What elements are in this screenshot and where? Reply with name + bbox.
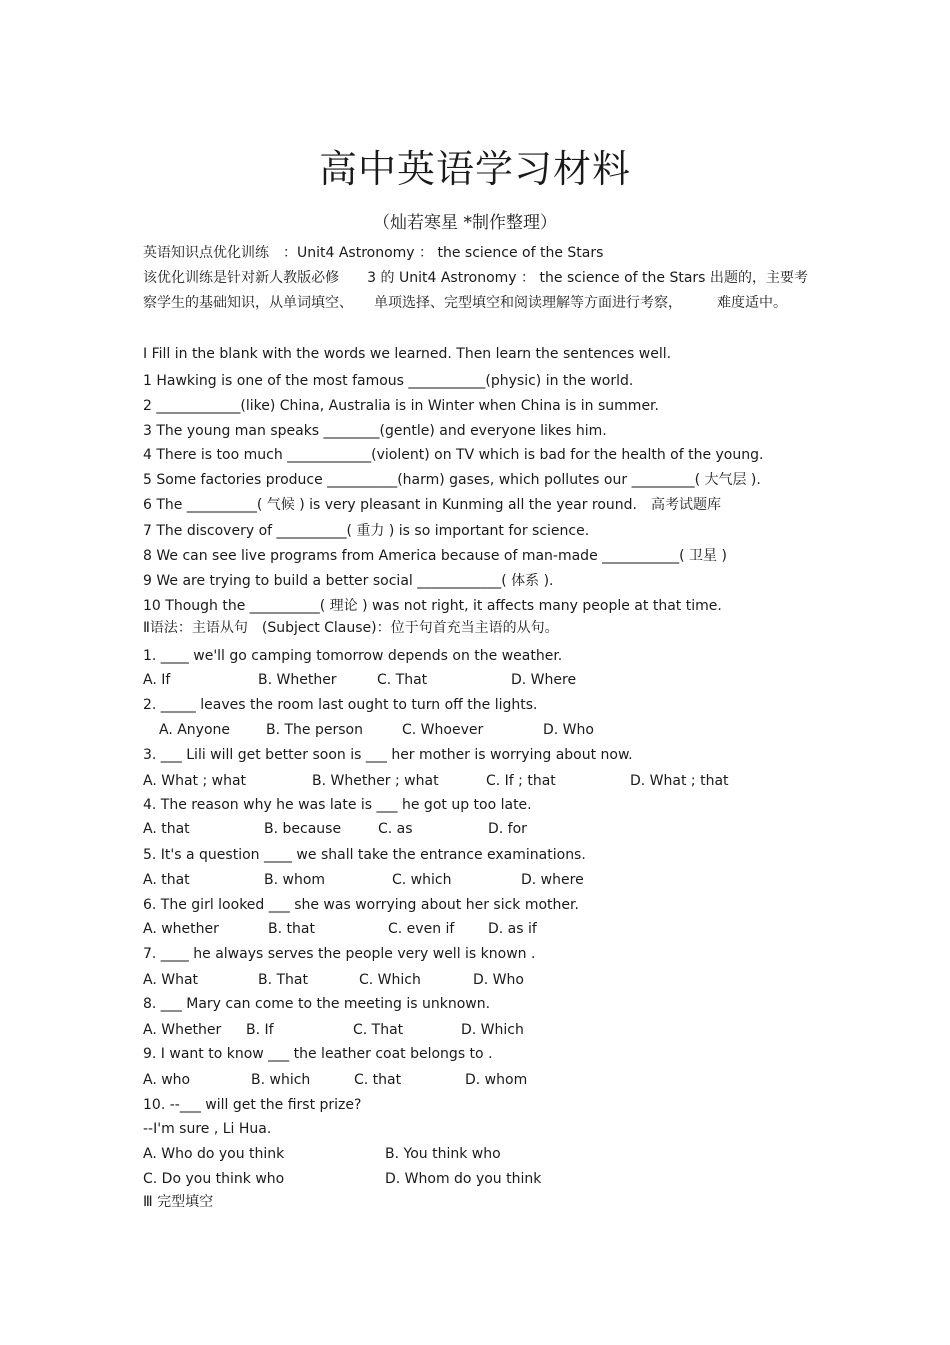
question-text: 6. The girl looked ___ she was worrying about her sick mother. (143, 897, 579, 913)
option-b: B. If (246, 1022, 274, 1038)
fill-blank-item: 1 Hawking is one of the most famous ___________(physic) in the world. (143, 373, 634, 389)
option-c: C. That (377, 672, 428, 688)
option-c: C. Do you think who (143, 1171, 285, 1187)
question-text: 1. ____ we'll go camping tomorrow depends on the weather. (143, 648, 563, 664)
option-b: B. because (264, 821, 342, 837)
option-a: A. who (143, 1072, 191, 1088)
fill-blank-item: 9 We are trying to build a better social ____________( 体系 ). (143, 573, 554, 589)
question-text-reply: --I'm sure , Li Hua. (143, 1121, 272, 1137)
option-d: D. as if (488, 921, 537, 937)
option-b: B. which (251, 1072, 311, 1088)
option-a: A. that (143, 821, 190, 837)
fill-blank-item: 8 We can see live programs from America because of man-made ___________( 卫星 ) (143, 548, 727, 564)
option-b: B. Whether ; what (312, 773, 439, 789)
question-text: 9. I want to know ___ the leather coat belongs to . (143, 1046, 493, 1062)
option-d: D. Who (543, 722, 594, 738)
option-b: B. You think who (385, 1146, 501, 1162)
section2-heading: Ⅱ语法：主语从句 (Subject Clause)：位于句首充当主语的从句。 (143, 620, 559, 636)
question-text: 3. ___ Lili will get better soon is ___ her mother is worrying about now. (143, 747, 633, 763)
fill-blank-item: 3 The young man speaks ________(gentle) and everyone likes him. (143, 423, 607, 439)
option-c: C. That (353, 1022, 404, 1038)
fill-blank-item: 2 ____________(like) China, Australia is in Winter when China is in summer. (143, 398, 659, 414)
option-c: C. Which (359, 972, 421, 988)
option-c: C. which (392, 872, 452, 888)
option-c: C. as (378, 821, 413, 837)
option-a: A. Anyone (159, 722, 231, 738)
intro-paragraph: 该优化训练是针对新人教版必修 3 的 Unit4 Astronomy ： the science of the Stars 出题的，主要考察学生的基础知识，从单词填空、 单项选择、完型填空和阅读理解等方面进行考察， 难度适中。 (143, 270, 808, 311)
question-text: 10. --___ will get the first prize? (143, 1097, 362, 1113)
option-c: C. that (354, 1072, 402, 1088)
option-a: A. whether (143, 921, 219, 937)
option-d: D. Whom do you think (385, 1171, 542, 1187)
fill-blank-item: 10 Though the __________( 理论 ) was not right, it affects many people at that time. (143, 598, 722, 614)
question-text: 7. ____ he always serves the people very well is known . (143, 946, 536, 962)
option-a: A. If (143, 672, 171, 688)
option-c: C. If ; that (486, 773, 556, 789)
section1-heading: Ⅰ Fill in the blank with the words we learned. Then learn the sentences well. (143, 346, 672, 362)
fill-blank-item: 4 There is too much ____________(violent) on TV which is bad for the health of the young. (143, 447, 764, 463)
option-b: B. Whether (258, 672, 337, 688)
option-d: D. where (521, 872, 584, 888)
question-text: 5. It's a question ____ we shall take the entrance examinations. (143, 847, 586, 863)
option-d: D. for (488, 821, 527, 837)
fill-blank-item: 6 The __________( 气候 ) is very pleasant in Kunming all the year round. 高考试题库 (143, 497, 721, 513)
option-b: B. The person (266, 722, 363, 738)
option-d: D. What ; that (630, 773, 729, 789)
question-text: 8. ___ Mary can come to the meeting is unknown. (143, 996, 491, 1012)
option-c: C. Whoever (402, 722, 484, 738)
option-a: A. What ; what (143, 773, 247, 789)
option-d: D. Who (473, 972, 524, 988)
fill-blank-item: 5 Some factories produce __________(harm) gases, which pollutes our _________( 大气层 ). (143, 472, 761, 488)
option-b: B. That (258, 972, 308, 988)
option-d: D. whom (465, 1072, 528, 1088)
header-line: 英语知识点优化训练 ：Unit4 Astronomy ： the science of the Stars (143, 245, 604, 261)
document-subtitle: （灿若寒星 *制作整理） (373, 213, 557, 233)
fill-blank-item: 7 The discovery of __________( 重力 ) is so important for science. (143, 523, 590, 539)
option-b: B. that (268, 921, 315, 937)
option-d: D. Where (511, 672, 577, 688)
option-a: A. Who do you think (143, 1146, 285, 1162)
option-a: A. What (143, 972, 199, 988)
option-c: C. even if (388, 921, 455, 937)
option-d: D. Which (461, 1022, 524, 1038)
option-a: A. Whether (143, 1022, 222, 1038)
option-b: B. whom (264, 872, 326, 888)
document-title: 高中英语学习材料 (318, 147, 631, 191)
question-text: 4. The reason why he was late is ___ he got up too late. (143, 797, 532, 813)
option-a: A. that (143, 872, 190, 888)
section3-heading: Ⅲ 完型填空 (143, 1194, 214, 1210)
question-text: 2. _____ leaves the room last ought to turn off the lights. (143, 697, 538, 713)
